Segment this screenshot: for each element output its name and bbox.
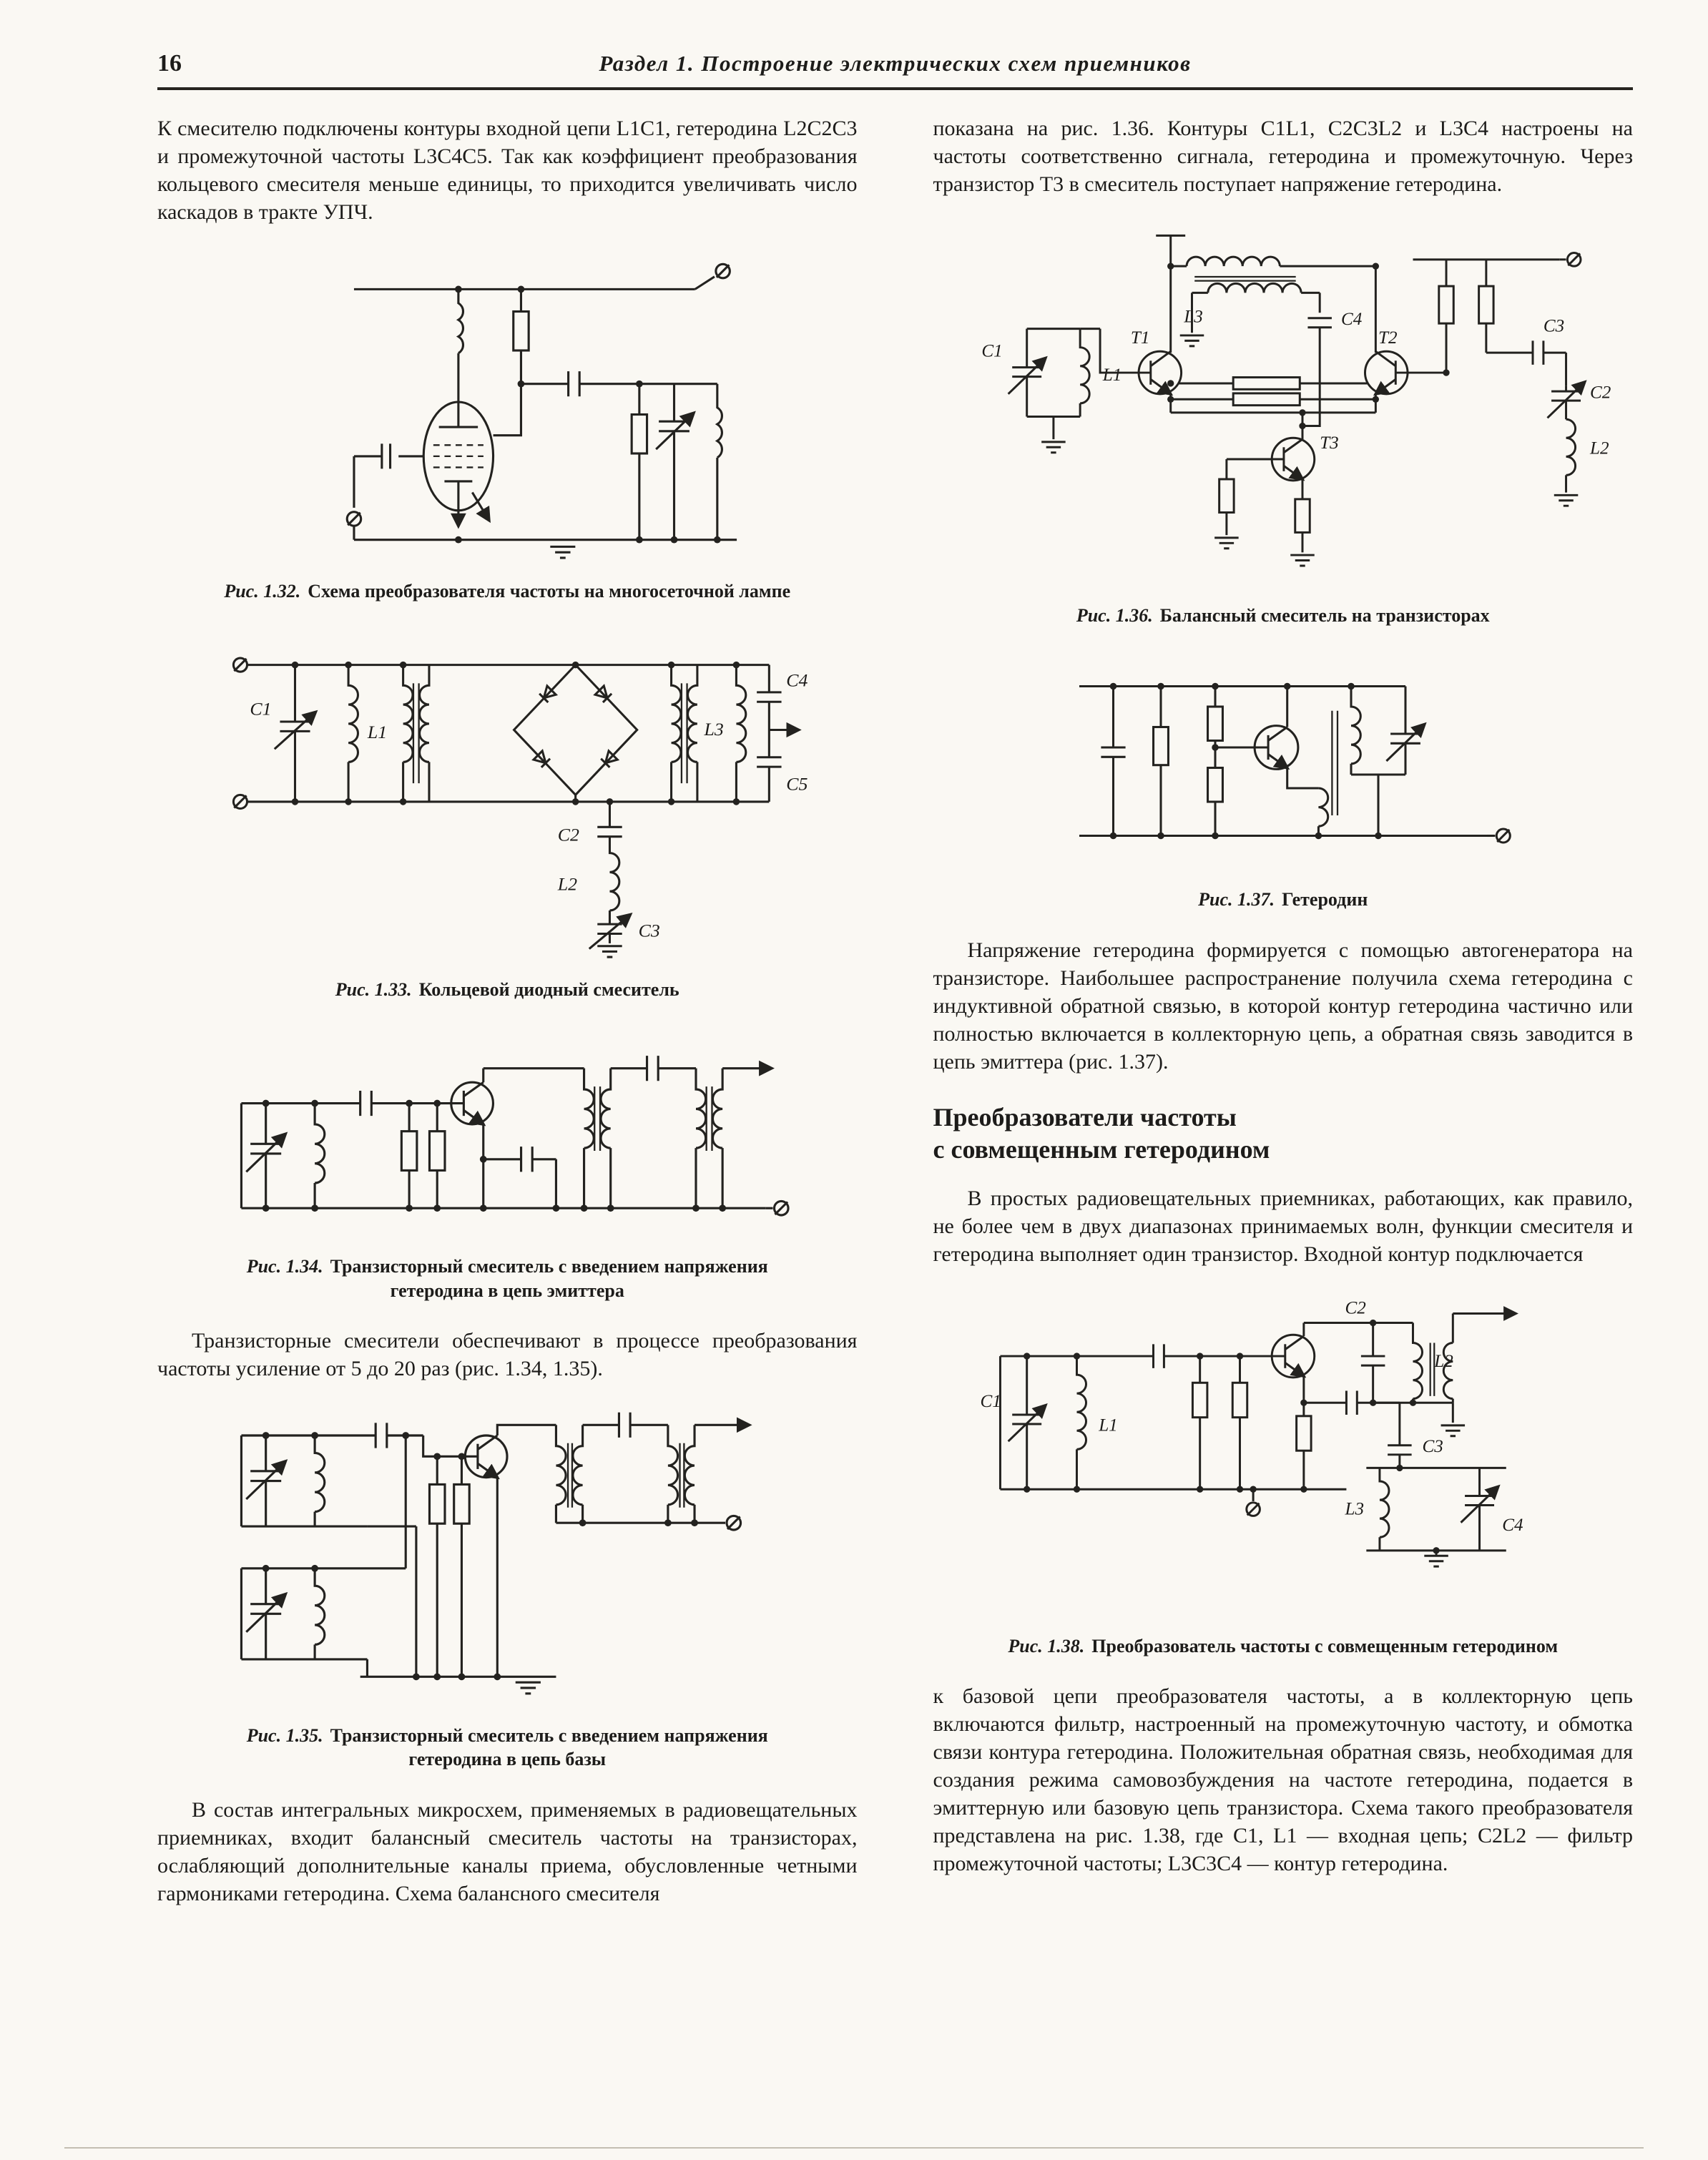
figure-1-33 [157,627,858,1001]
left-column [157,114,858,1918]
transistor-symbol [451,1068,494,1208]
terminal-icon [234,795,247,809]
figure-caption [975,888,1591,912]
figure-caption [975,604,1591,628]
figure-caption-text: Транзисторный смеситель с введением напряжения гетеродина в цепь эмиттера [330,1255,768,1301]
page-number: 16 [157,50,182,77]
fig-1-33-schematic [192,627,822,966]
figure-caption-text: Кольцевой диодный смеситель [418,978,679,1000]
component-label: C1 [250,698,272,720]
section-heading-line2: с совмещенным гетеродином [933,1135,1270,1164]
terminal-icon [695,264,730,289]
figure-number: Рис. 1.34. [246,1255,323,1277]
paragraph: К смесителю подключены контуры входной цепи L1C1, гетеродина L2C2C3 и промежуточной частоты L3C4C5. Так как коэффициент преобразования кольцевого смесителя меньше единицы, то приходится увеличивать число каскадов в тракте УПЧ. [157,117,858,224]
component-label: C1 [981,341,1003,361]
figure-caption [200,1255,815,1303]
fig-1-32-schematic [250,247,765,568]
component-label: C2 [1345,1298,1366,1318]
figure-caption [200,978,815,1002]
transistor-t1 [1139,351,1182,413]
component-label: L2 [1589,438,1609,458]
component-label: L2 [1434,1352,1453,1372]
component-label: T2 [1378,328,1398,348]
component-label: C3 [1422,1437,1443,1457]
figure-caption [200,1724,815,1772]
component-label: C3 [638,920,661,941]
fig-1-35-schematic [192,1404,822,1712]
component-label: C3 [1543,316,1564,336]
transistor-symbol [466,1425,556,1677]
page-header [157,50,1633,90]
figure-1-32 [157,247,858,603]
figure-caption-text: Балансный смеситель на транзисторах [1159,605,1490,627]
right-column [933,114,1634,1918]
paragraph: Напряжение гетеродина формируется с помощью автогенератора на транзисторе. Наибольшее распространение получила схема гетеродина с индуктивной обратной связью, в которой контур гетеродина частично или полностью включается в коллекторную цепь, а обратная связь заводится в цепь эмиттера (рис. 1.37). [933,938,1633,1074]
component-label: L1 [1098,1415,1118,1435]
component-label: L2 [558,873,578,895]
terminal-icon [234,658,247,672]
section-heading [933,1101,1634,1166]
component-label: L1 [1102,365,1122,386]
terminal-icon [1487,829,1510,843]
figure-number: Рис. 1.37. [1198,889,1275,910]
figure-number: Рис. 1.36. [1076,605,1153,627]
component-label: C2 [558,824,580,845]
figure-number: Рис. 1.33. [335,978,412,1000]
figure-number: Рис. 1.35. [246,1724,323,1746]
figure-caption [975,1634,1591,1659]
component-label: C1 [980,1392,1001,1412]
component-label: C4 [1340,310,1363,330]
fig-1-36-schematic [947,220,1619,592]
figure-caption-text: Гетеродин [1282,889,1368,910]
component-label: T3 [1319,433,1339,453]
paragraph: Транзисторные смесители обеспечивают в процессе преобразования частоты усиление от 5 до 20 раз (рис. 1.34, 1.35). [157,1329,858,1381]
figure-caption-text: Транзисторный смеситель с введением напряжения гетеродина в цепь базы [330,1724,768,1770]
terminal-icon [766,1201,788,1215]
figure-caption-text: Преобразователь частоты с совмещенным гетеродином [1091,1635,1559,1656]
figure-1-35 [157,1404,858,1772]
component-label: C4 [786,669,808,691]
terminal-icon [1559,253,1581,267]
figure-1-36 [933,220,1634,628]
component-label: C2 [1589,383,1611,403]
figure-caption-text: Схема преобразователя частоты на многосеточной лампе [308,580,791,602]
component-label: C4 [1501,1516,1523,1536]
figure-1-38 [933,1290,1634,1658]
component-label: C5 [786,774,808,795]
component-label: L1 [368,722,388,743]
two-column-layout [157,114,1633,1918]
figure-1-37 [933,652,1634,912]
component-label: T1 [1130,328,1150,348]
paragraph: В состав интегральных микросхем, применяемых в радиовещательных приемниках, входит балансный смеситель частоты на транзисторах, ослабляющий дополнительные каналы приема, обусловленные четными гармониками гетеродина. Схема балансного смесителя [157,1798,858,1906]
figure-number: Рис. 1.38. [1008,1635,1085,1656]
component-label: L3 [1184,307,1203,327]
transistor-symbol [1255,686,1318,788]
figure-number: Рис. 1.32. [224,580,301,602]
component-label: L3 [704,719,724,740]
fig-1-37-schematic [1011,652,1555,877]
transistor-t2 [1365,351,1408,413]
terminal-icon [347,512,360,540]
paragraph: В простых радиовещательных приемниках, работающих, как правило, не более чем в двух диапазонах принимаемых волн, функции смесителя и гетеродина выполняет один транзистор. Входной контур подключается [933,1187,1633,1267]
fig-1-34-schematic [192,1026,822,1243]
figure-caption [200,579,815,604]
running-title: Раздел 1. Построение электрических схем приемников [599,51,1192,76]
fig-1-38-schematic [947,1290,1619,1622]
terminal-icon [1247,1489,1260,1516]
paragraph: к базовой цепи преобразователя частоты, а в коллекторную цепь включаются фильтр, настроенный на промежуточную частоту, и обмотка связи контура гетеродина. Положительная обратная связь, необходимая для создания режима самовозбуждения на частоте гетеродина, подается в эмиттерную или базовую цепь транзистора. Схема такого преобразователя представлена на рис. 1.38, где C1, L1 — входная цепь; C2L2 — фильтр промежуточной частоты; L3C3C4 — контур гетеродина. [933,1684,1633,1876]
component-label: L3 [1345,1499,1364,1519]
figure-1-34 [157,1026,858,1303]
paragraph: показана на рис. 1.36. Контуры C1L1, C2C3L2 и L3C4 настроены на частоты соответственно сигнала, гетеродина и промежуточную. Через транзистор T3 в смеситель поступает напряжение гетеродина. [933,117,1633,196]
section-heading-line1: Преобразователи частоты [933,1103,1237,1132]
terminal-icon [727,1516,741,1531]
